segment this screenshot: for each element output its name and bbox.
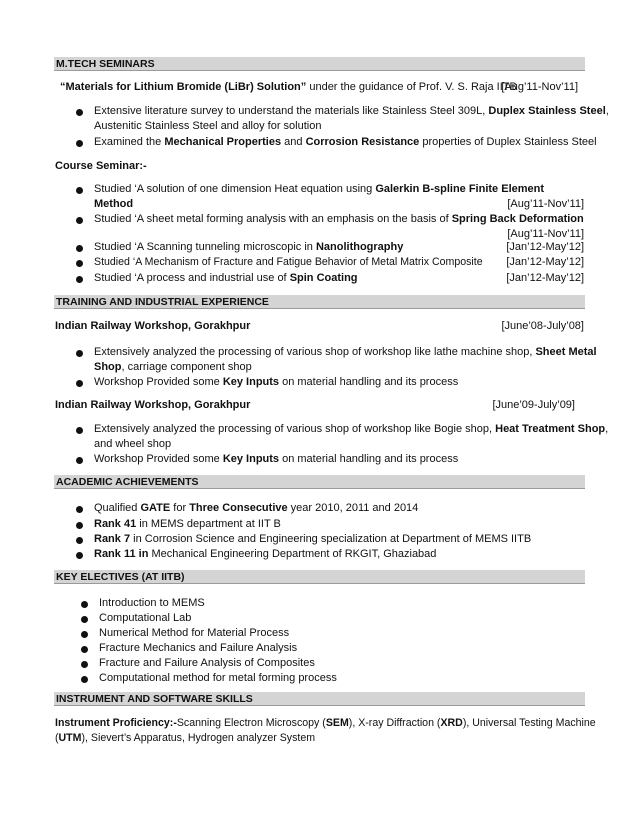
section-heading-academic: ACADEMIC ACHIEVEMENTS <box>54 475 585 489</box>
text: in MEMS department at IIT B <box>136 518 281 530</box>
bullet <box>81 676 88 683</box>
text-bold: Key Inputs <box>222 453 280 465</box>
bullet <box>76 217 83 224</box>
text-bold: Three Consecutive <box>189 502 288 514</box>
workshop-2-bullet-1 <box>94 422 608 436</box>
seminar-main-date: [Aug’11-Nov’11] <box>501 81 578 93</box>
workshop-1-bullet-2 <box>94 375 458 389</box>
text: ), Universal Testing Machine <box>462 717 596 729</box>
text-bold: Duplex Stainless Steel <box>488 105 606 117</box>
text-bold: Shop <box>94 361 122 373</box>
text: Studied ‘A process and industrial use of <box>94 272 290 284</box>
text: on material handling and its process <box>279 453 459 465</box>
skills-label: Instrument Proficiency:- <box>55 717 177 729</box>
text-bold: UTM <box>58 732 82 744</box>
text: Studied ‘A solution of one dimension Heat equation using <box>94 183 376 195</box>
course-item-1 <box>94 182 544 196</box>
bullet <box>76 552 83 559</box>
bullet <box>81 631 88 638</box>
section-heading-skills: INSTRUMENT AND SOFTWARE SKILLS <box>54 692 585 706</box>
bullet <box>76 380 83 387</box>
section-heading-training: TRAINING AND INDUSTRIAL EXPERIENCE <box>54 295 585 309</box>
text: Scanning Electron Microscopy ( <box>176 717 326 729</box>
course-item-5 <box>94 271 358 285</box>
skills-line-2 <box>55 731 315 745</box>
seminar-bullet-1-line2: Austenitic Stainless Steel and alloy for solution <box>94 120 322 132</box>
text: Extensively analyzed the processing of various shop of workshop like lathe machine shop, <box>94 346 536 358</box>
elective-item: Computational Lab <box>99 612 192 624</box>
seminar-main-line <box>60 80 517 94</box>
elective-item: Computational method for metal forming process <box>99 672 337 684</box>
text-bold: Galerkin B-spline Finite Element <box>375 183 545 195</box>
text: on material handling and its process <box>279 376 459 388</box>
workshop-2-bullet-2 <box>94 452 458 466</box>
text: Workshop Provided some <box>94 453 223 465</box>
workshop-1-bullet-1-line2 <box>94 360 252 374</box>
achievement-2 <box>94 517 281 531</box>
text-bold: XRD <box>440 717 463 729</box>
workshop-2-date: [June’09-July’09] <box>492 399 575 411</box>
text: , <box>605 423 609 435</box>
bullet <box>76 506 83 513</box>
achievement-1 <box>94 501 418 515</box>
elective-item: Fracture and Failure Analysis of Composites <box>99 657 315 669</box>
workshop-1-name: Indian Railway Workshop, Gorakhpur <box>55 320 251 332</box>
course-item-1-date: [Aug’11-Nov’11] <box>507 198 584 210</box>
bullet <box>76 350 83 357</box>
text-bold: Rank 7 <box>94 533 131 545</box>
text-bold: Corrosion Resistance <box>305 136 420 148</box>
text-bold: Nanolithography <box>315 241 404 253</box>
text-bold: Heat Treatment Shop <box>495 423 606 435</box>
text: Workshop Provided some <box>94 376 223 388</box>
text: Studied ‘A sheet metal forming analysis with an emphasis on the basis of <box>94 213 452 225</box>
bullet <box>81 661 88 668</box>
bullet <box>76 260 83 267</box>
workshop-1-bullet-1 <box>94 345 597 359</box>
text: ( <box>55 732 59 744</box>
text: in Corrosion Science and Engineering specialization at Department of MEMS IITB <box>130 533 532 545</box>
bullet <box>76 109 83 116</box>
text-bold: Sheet Metal <box>535 346 597 358</box>
bullet <box>76 522 83 529</box>
text-bold: Spring Back Deformation <box>451 213 584 225</box>
text: properties of Duplex Stainless Steel <box>419 136 597 148</box>
text: , carriage component shop <box>121 361 252 373</box>
seminar-bullet-1 <box>94 104 609 118</box>
section-heading-seminars: M.TECH SEMINARS <box>54 57 585 71</box>
text: ), Sievert’s Apparatus, Hydrogen analyzer System <box>81 732 316 744</box>
text: Extensively analyzed the processing of various shop of workshop like Bogie shop, <box>94 423 496 435</box>
workshop-2-bullet-1-line2: and wheel shop <box>94 438 172 450</box>
text: for <box>170 502 190 514</box>
seminar-bullet-2 <box>94 135 597 149</box>
course-item-5-date: [Jan’12-May’12] <box>506 272 584 284</box>
text: Examined the <box>94 136 165 148</box>
course-item-2 <box>94 212 584 226</box>
section-heading-electives: KEY ELECTIVES (AT IITB) <box>54 570 585 584</box>
course-item-4: Studied ‘A Mechanism of Fracture and Fatigue Behavior of Metal Matrix Composite <box>94 256 483 268</box>
text: year 2010, 2011 and 2014 <box>287 502 419 514</box>
workshop-2-name: Indian Railway Workshop, Gorakhpur <box>55 399 251 411</box>
achievement-4 <box>94 547 436 561</box>
text-bold: SEM <box>325 717 349 729</box>
text-bold: Rank 41 <box>94 518 137 530</box>
bullet <box>76 187 83 194</box>
text: Extensive literature survey to understand the materials like Stainless Steel 309L, <box>94 105 489 117</box>
course-item-3 <box>94 240 403 254</box>
bullet <box>76 457 83 464</box>
course-item-4-date: [Jan’12-May’12] <box>506 256 584 268</box>
text: and <box>281 136 306 148</box>
course-item-3-date: [Jan’12-May’12] <box>506 241 584 253</box>
elective-item: Introduction to MEMS <box>99 597 205 609</box>
text: Mechanical Engineering Department of RKGIT, Ghaziabad <box>148 548 437 560</box>
text-bold: Mechanical Properties <box>164 136 282 148</box>
seminar-main-title: “Materials for Lithium Bromide (LiBr) Solution” <box>60 81 307 93</box>
course-item-2-date: [Aug’11-Nov’11] <box>507 228 584 240</box>
text: , <box>605 105 609 117</box>
text-bold: GATE <box>140 502 171 514</box>
elective-item: Numerical Method for Material Process <box>99 627 290 639</box>
bullet <box>81 646 88 653</box>
text: Qualified <box>94 502 141 514</box>
achievement-3 <box>94 532 531 546</box>
text-bold: Spin Coating <box>289 272 358 284</box>
bullet <box>76 140 83 147</box>
bullet <box>76 245 83 252</box>
text-bold: Key Inputs <box>222 376 280 388</box>
course-item-1-line2: Method <box>94 198 134 210</box>
bullet <box>76 276 83 283</box>
workshop-1-date: [June’08-July’08] <box>501 320 584 332</box>
text: Studied ‘A Scanning tunneling microscopic in <box>94 241 316 253</box>
text: ), X-ray Diffraction ( <box>348 717 441 729</box>
bullet <box>76 427 83 434</box>
elective-item: Fracture Mechanics and Failure Analysis <box>99 642 298 654</box>
bullet <box>81 601 88 608</box>
skills-line-1 <box>55 716 596 730</box>
text-bold: Rank 11 in <box>94 548 149 560</box>
course-seminar-label: Course Seminar:- <box>55 160 147 172</box>
bullet <box>76 537 83 544</box>
bullet <box>81 616 88 623</box>
seminar-main-guide: under the guidance of Prof. V. S. Raja IITB <box>306 81 517 93</box>
